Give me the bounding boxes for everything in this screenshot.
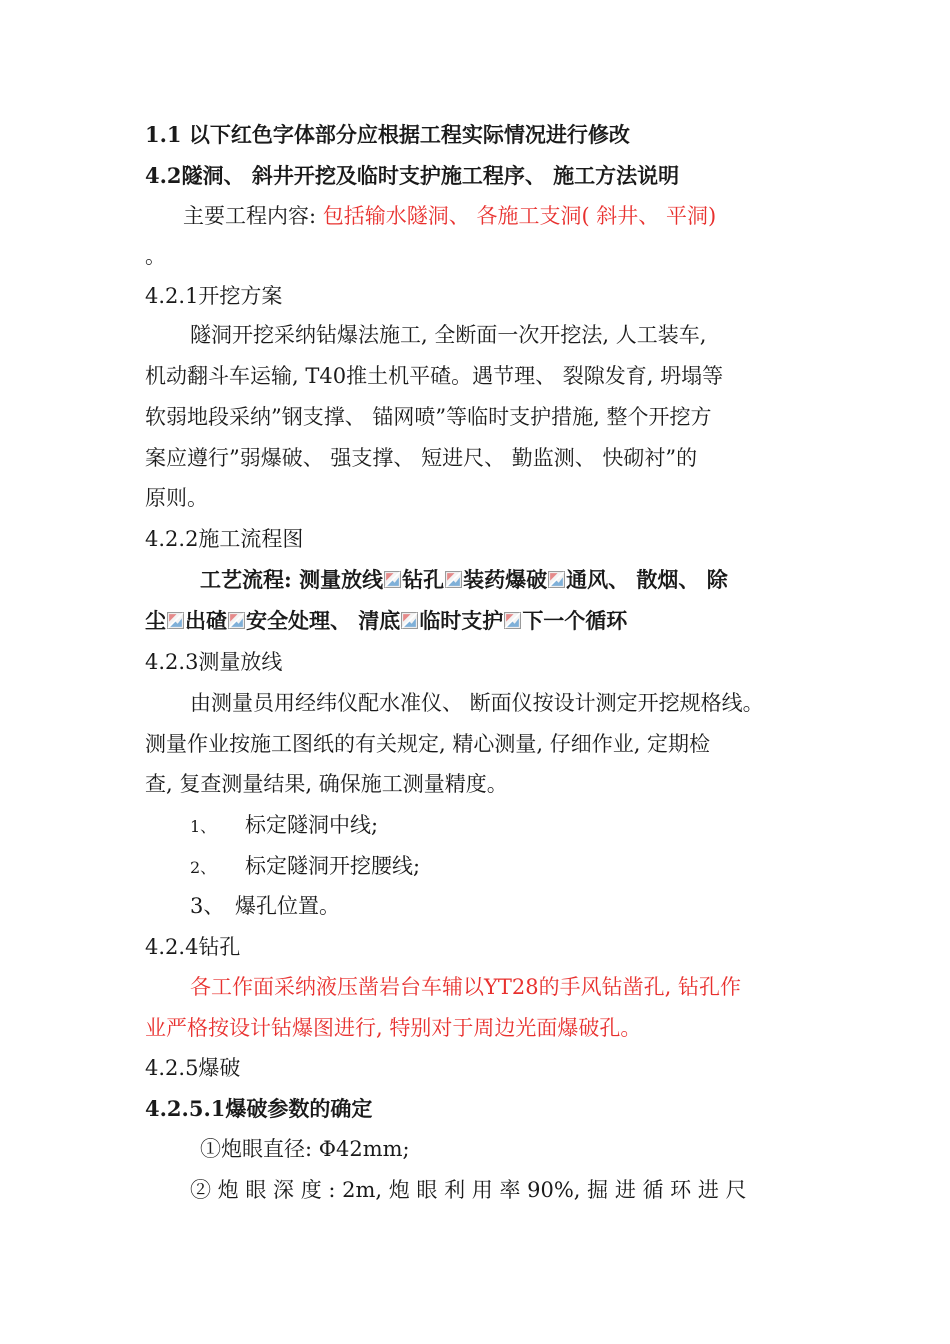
flow-line-1 bbox=[200, 565, 728, 595]
section-4-2-5-title: 4.2.5爆破 bbox=[145, 1056, 241, 1080]
main-content-red-text: 包括输水隧洞、 各施工支洞( 斜井、 平洞) bbox=[322, 204, 717, 228]
s421-line-5: 原则。 bbox=[145, 486, 208, 510]
main-content-end: 。 bbox=[145, 244, 166, 268]
section-4-2-2-title: 4.2.2施工流程图 bbox=[145, 527, 304, 551]
s421-line-3: 软弱地段采纳”钢支撑、 锚网喷”等临时支护措施, 整个开挖方 bbox=[145, 405, 712, 429]
s421-line-2: 机动翻斗车运输, T40推土机平碴。遇节理、 裂隙发育, 坍塌等 bbox=[145, 364, 724, 388]
broken-image-icon bbox=[504, 612, 521, 629]
s424-red-line-2: 业严格按设计钻爆图进行, 特别对于周边光面爆破孔。 bbox=[145, 1016, 642, 1040]
flow-step: 临时支护 bbox=[419, 608, 504, 633]
list-item-text: 爆孔位置。 bbox=[235, 894, 340, 918]
list-item-text: 标定隧洞开挖腰线; bbox=[245, 854, 421, 878]
flow-step: 下一个循环 bbox=[522, 608, 628, 633]
broken-image-icon bbox=[401, 612, 418, 629]
heading-4-2: 4.2隧洞、 斜井开挖及临时支护施工程序、 施工方法说明 bbox=[145, 163, 680, 188]
flow-label: 工艺流程: bbox=[200, 567, 292, 592]
flow-step: 装药爆破 bbox=[463, 567, 548, 592]
broken-image-icon bbox=[384, 571, 401, 588]
s423-line-1: 由测量员用经纬仪配水准仪、 断面仪按设计测定开挖规格线。 bbox=[190, 691, 764, 715]
list-item-number: 1、 bbox=[190, 817, 217, 836]
section-4-2-5-1-title: 4.2.5.1爆破参数的确定 bbox=[145, 1096, 373, 1121]
section-4-2-4-title: 4.2.4钻孔 bbox=[145, 935, 241, 959]
flow-step: 安全处理、 清底 bbox=[246, 608, 401, 633]
broken-image-icon bbox=[228, 612, 245, 629]
s423-line-3: 查, 复查测量结果, 确保施工测量精度。 bbox=[145, 772, 508, 796]
param-2: ② 炮 眼 深 度 : 2m, 炮 眼 利 用 率 90%, 掘 进 循 环 进 尺 bbox=[190, 1178, 747, 1202]
flow-step: 钻孔 bbox=[402, 567, 445, 592]
flow-step: 测量放线 bbox=[299, 567, 384, 592]
list-item-text: 标定隧洞中线; bbox=[245, 813, 379, 837]
flow-step: 尘 bbox=[145, 608, 166, 633]
main-content-line bbox=[183, 201, 716, 231]
list-item-number: 2、 bbox=[190, 858, 217, 877]
flow-line-2 bbox=[145, 606, 627, 636]
flow-step: 出碴 bbox=[185, 608, 227, 633]
section-4-2-1-title: 4.2.1开挖方案 bbox=[145, 284, 283, 308]
s421-line-1: 隧洞开挖采纳钻爆法施工, 全断面一次开挖法, 人工装车, bbox=[190, 323, 707, 347]
broken-image-icon bbox=[548, 571, 565, 588]
list-item bbox=[190, 810, 378, 840]
list-item bbox=[190, 891, 340, 921]
s424-red-line-1: 各工作面采纳液压凿岩台车辅以YT28的手风钻凿孔, 钻孔作 bbox=[190, 975, 741, 999]
list-item bbox=[190, 851, 420, 881]
s423-line-2: 测量作业按施工图纸的有关规定, 精心测量, 仔细作业, 定期检 bbox=[145, 732, 711, 756]
broken-image-icon bbox=[445, 571, 462, 588]
broken-image-icon bbox=[167, 612, 184, 629]
heading-1-1: 1.1 以下红色字体部分应根据工程实际情况进行修改 bbox=[145, 122, 630, 147]
section-4-2-3-title: 4.2.3测量放线 bbox=[145, 650, 283, 674]
flow-step: 通风、 散烟、 除 bbox=[566, 567, 728, 592]
param-1: ①炮眼直径: Φ42mm; bbox=[200, 1137, 410, 1161]
list-item-number: 3、 bbox=[190, 894, 225, 918]
main-content-label: 主要工程内容: bbox=[183, 204, 317, 228]
s421-line-4: 案应遵行”弱爆破、 强支撑、 短进尺、 勤监测、 快砌衬”的 bbox=[145, 446, 698, 470]
